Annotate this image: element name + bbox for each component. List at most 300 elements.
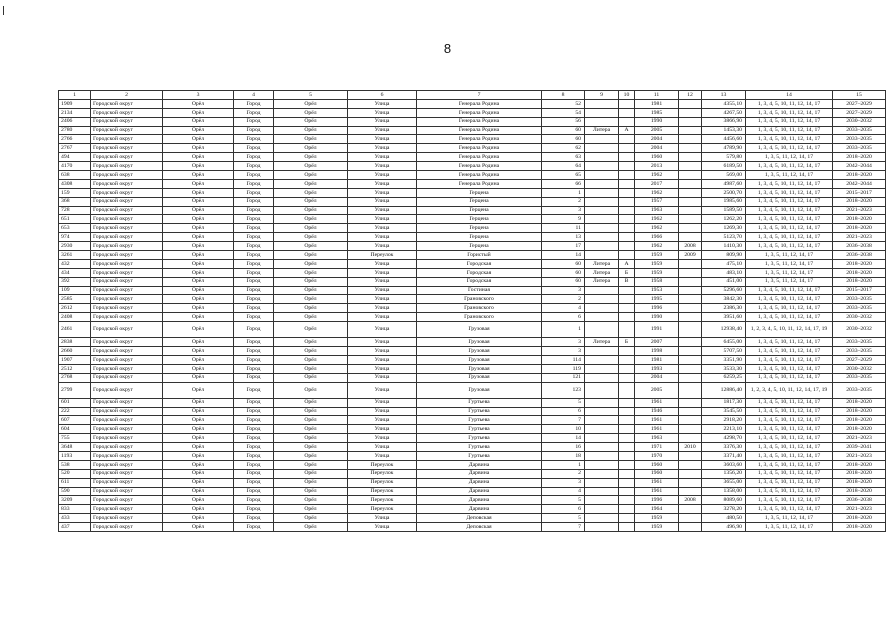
cell-col-7: Грузовая: [417, 338, 542, 347]
cell-col-9: [585, 197, 619, 206]
cell-col-1: 1909: [59, 99, 91, 108]
cell-col-7: Гористый: [417, 251, 542, 260]
cell-col-4: Город: [234, 197, 274, 206]
cell-col-15: 2021–2023: [833, 505, 886, 514]
cell-col-8: 14: [542, 434, 585, 443]
cell-col-7: Дарвина: [417, 478, 542, 487]
column-number-12: 12: [679, 91, 702, 100]
cell-col-8: 18: [542, 451, 585, 460]
cell-col-4: Город: [234, 206, 274, 215]
cell-col-14: 1, 3, 5, 11, 12, 14, 17: [746, 523, 833, 532]
table-row: [59, 443, 886, 452]
cell-col-2: Городской округ: [91, 251, 163, 260]
cell-col-7: Грузовая: [417, 373, 542, 382]
cell-col-1: 2838: [59, 338, 91, 347]
cell-col-10: [619, 347, 635, 356]
cell-col-2: Городской округ: [91, 505, 163, 514]
table-row: [59, 251, 886, 260]
cell-col-9: [585, 224, 619, 233]
cell-col-7: Дарвина: [417, 496, 542, 505]
cell-col-8: 17: [542, 242, 585, 251]
cell-col-4: Город: [234, 338, 274, 347]
cell-col-2: Городской округ: [91, 469, 163, 478]
cell-col-3: Орёл: [163, 398, 234, 407]
cell-col-9: [585, 460, 619, 469]
cell-col-13: 8089,60: [702, 496, 746, 505]
cell-col-1: 3209: [59, 496, 91, 505]
cell-col-12: [679, 224, 702, 233]
cell-col-8: 62: [542, 144, 585, 153]
cell-col-15: 2030–2032: [833, 322, 886, 338]
cell-col-11: 1960: [635, 460, 679, 469]
cell-col-11: 1959: [635, 251, 679, 260]
cell-col-9: [585, 188, 619, 197]
cell-col-6: Улица: [348, 188, 417, 197]
cell-col-4: Город: [234, 233, 274, 242]
cell-col-13: 3655,00: [702, 478, 746, 487]
cell-col-14: 1, 2, 3, 4, 5, 10, 11, 12, 14, 17, 19: [746, 322, 833, 338]
cell-col-12: 2009: [679, 251, 702, 260]
cell-col-9: [585, 469, 619, 478]
cell-col-2: Городской округ: [91, 197, 163, 206]
cell-col-12: 2008: [679, 242, 702, 251]
cell-col-5: Орёл: [274, 523, 348, 532]
cell-col-1: 2799: [59, 382, 91, 398]
cell-col-15: 2018–2020: [833, 460, 886, 469]
cell-col-5: Орёл: [274, 251, 348, 260]
cell-col-9: [585, 242, 619, 251]
cell-col-9: [585, 108, 619, 117]
cell-col-5: Орёл: [274, 443, 348, 452]
cell-col-5: Орёл: [274, 425, 348, 434]
cell-col-8: 6: [542, 313, 585, 322]
cell-col-4: Город: [234, 304, 274, 313]
cell-col-4: Город: [234, 496, 274, 505]
cell-col-15: 2033–2035: [833, 295, 886, 304]
cell-col-13: 4789,90: [702, 144, 746, 153]
cell-col-3: Орёл: [163, 162, 234, 171]
cell-col-15: 2018–2020: [833, 425, 886, 434]
cell-col-5: Орёл: [274, 338, 348, 347]
cell-col-1: 604: [59, 425, 91, 434]
cell-col-15: 2039–2041: [833, 443, 886, 452]
cell-col-4: Город: [234, 295, 274, 304]
cell-col-10: [619, 496, 635, 505]
table-row: [59, 425, 886, 434]
cell-col-8: 5: [542, 514, 585, 523]
cell-col-6: Улица: [348, 108, 417, 117]
cell-col-8: 6: [542, 505, 585, 514]
table-row: [59, 206, 886, 215]
table-row: [59, 179, 886, 188]
cell-col-12: [679, 407, 702, 416]
cell-col-3: Орёл: [163, 233, 234, 242]
cell-col-15: 2018–2020: [833, 197, 886, 206]
cell-col-8: 60: [542, 268, 585, 277]
column-number-15: 15: [833, 91, 886, 100]
cell-col-8: 2: [542, 197, 585, 206]
cell-col-14: 1, 3, 4, 5, 10, 11, 12, 14, 17: [746, 443, 833, 452]
cell-col-14: 1, 3, 4, 5, 10, 11, 12, 14, 17: [746, 355, 833, 364]
cell-col-3: Орёл: [163, 268, 234, 277]
cell-col-11: 1953: [635, 286, 679, 295]
cell-col-10: [619, 443, 635, 452]
cell-col-6: Улица: [348, 313, 417, 322]
cell-col-6: Улица: [348, 523, 417, 532]
cell-col-4: Город: [234, 416, 274, 425]
cell-col-5: Орёл: [274, 197, 348, 206]
cell-col-13: 475,10: [702, 259, 746, 268]
cell-col-13: 3545,50: [702, 407, 746, 416]
cell-col-8: 4: [542, 487, 585, 496]
cell-col-12: [679, 126, 702, 135]
cell-col-14: 1, 3, 4, 5, 10, 11, 12, 14, 17: [746, 99, 833, 108]
cell-col-1: 638: [59, 171, 91, 180]
cell-col-9: Литера: [585, 126, 619, 135]
cell-col-11: 1946: [635, 407, 679, 416]
cell-col-9: [585, 355, 619, 364]
cell-col-3: Орёл: [163, 469, 234, 478]
cell-col-3: Орёл: [163, 425, 234, 434]
cell-col-15: 2027–2029: [833, 108, 886, 117]
cell-col-3: Орёл: [163, 364, 234, 373]
cell-col-3: Орёл: [163, 313, 234, 322]
cell-col-13: 3351,90: [702, 355, 746, 364]
cell-col-4: Город: [234, 215, 274, 224]
cell-col-9: [585, 425, 619, 434]
cell-col-9: [585, 322, 619, 338]
cell-col-13: 579,80: [702, 153, 746, 162]
cell-col-1: 590: [59, 487, 91, 496]
table-row: [59, 514, 886, 523]
cell-col-7: Герцена: [417, 206, 542, 215]
cell-col-2: Городской округ: [91, 407, 163, 416]
cell-col-15: 2033–2035: [833, 382, 886, 398]
cell-col-12: [679, 373, 702, 382]
cell-col-3: Орёл: [163, 135, 234, 144]
cell-col-12: [679, 451, 702, 460]
cell-col-8: 3: [542, 286, 585, 295]
cell-col-1: 833: [59, 505, 91, 514]
cell-col-7: Генерала Родина: [417, 171, 542, 180]
cell-col-6: Улица: [348, 338, 417, 347]
cell-col-1: 2512: [59, 364, 91, 373]
cell-col-13: 3376,30: [702, 443, 746, 452]
cell-col-12: [679, 162, 702, 171]
table-row: [59, 487, 886, 496]
cell-col-14: 1, 3, 4, 5, 10, 11, 12, 14, 17: [746, 295, 833, 304]
cell-col-14: 1, 3, 4, 5, 10, 11, 12, 14, 17: [746, 215, 833, 224]
cell-col-3: Орёл: [163, 259, 234, 268]
cell-col-1: 2768: [59, 373, 91, 382]
cell-col-7: Дарвина: [417, 460, 542, 469]
cell-col-9: [585, 233, 619, 242]
cell-col-2: Городской округ: [91, 162, 163, 171]
cell-col-11: 1959: [635, 514, 679, 523]
cell-col-5: Орёл: [274, 514, 348, 523]
cell-col-5: Орёл: [274, 469, 348, 478]
table-row: [59, 295, 886, 304]
table-row: [59, 355, 886, 364]
cell-col-10: [619, 398, 635, 407]
cell-col-8: 6: [542, 407, 585, 416]
table-row: [59, 108, 886, 117]
cell-col-12: [679, 259, 702, 268]
cell-col-3: Орёл: [163, 277, 234, 286]
cell-col-12: [679, 135, 702, 144]
cell-col-10: [619, 171, 635, 180]
cell-col-11: 1966: [635, 233, 679, 242]
cell-col-4: Город: [234, 224, 274, 233]
cell-col-4: Город: [234, 171, 274, 180]
cell-col-14: 1, 3, 4, 5, 10, 11, 12, 14, 17: [746, 108, 833, 117]
cell-col-5: Орёл: [274, 416, 348, 425]
cell-col-2: Городской округ: [91, 108, 163, 117]
cell-col-8: 54: [542, 108, 585, 117]
cell-col-7: Генерала Родина: [417, 108, 542, 117]
cell-col-7: Гуртьева: [417, 434, 542, 443]
cell-col-15: 2033–2035: [833, 126, 886, 135]
cell-col-4: Город: [234, 460, 274, 469]
cell-col-2: Городской округ: [91, 322, 163, 338]
cell-col-2: Городской округ: [91, 416, 163, 425]
cell-col-8: 3: [542, 338, 585, 347]
cell-col-13: 12886,40: [702, 382, 746, 398]
cell-col-7: Генерала Родина: [417, 144, 542, 153]
cell-col-7: Гуртьева: [417, 425, 542, 434]
cell-col-5: Орёл: [274, 171, 348, 180]
cell-col-7: Гуртьева: [417, 407, 542, 416]
cell-col-8: 123: [542, 382, 585, 398]
cell-col-7: Дарвина: [417, 487, 542, 496]
cell-col-12: [679, 117, 702, 126]
cell-col-1: 2461: [59, 322, 91, 338]
cell-col-15: 2042–2044: [833, 162, 886, 171]
cell-col-15: 2018–2020: [833, 407, 886, 416]
cell-col-8: 3: [542, 206, 585, 215]
cell-col-5: Орёл: [274, 487, 348, 496]
cell-col-5: Орёл: [274, 451, 348, 460]
cell-col-7: Генерала Родина: [417, 153, 542, 162]
cell-col-9: [585, 382, 619, 398]
cell-col-9: [585, 313, 619, 322]
cell-col-11: 1963: [635, 434, 679, 443]
cell-col-10: [619, 487, 635, 496]
cell-col-8: 9: [542, 215, 585, 224]
cell-col-4: Город: [234, 144, 274, 153]
cell-col-1: 2930: [59, 242, 91, 251]
cell-col-13: 3603,60: [702, 460, 746, 469]
cell-col-13: 1985,60: [702, 197, 746, 206]
cell-col-10: [619, 425, 635, 434]
table-row: [59, 382, 886, 398]
cell-col-10: [619, 286, 635, 295]
cell-col-5: Орёл: [274, 215, 348, 224]
cell-col-15: 2018–2020: [833, 171, 886, 180]
column-number-9: 9: [585, 91, 619, 100]
cell-col-11: 1991: [635, 322, 679, 338]
cell-col-1: 3648: [59, 443, 91, 452]
cell-col-2: Городской округ: [91, 286, 163, 295]
cell-col-10: [619, 295, 635, 304]
cell-col-6: Улица: [348, 224, 417, 233]
cell-col-14: 1, 3, 4, 5, 10, 11, 12, 14, 17: [746, 117, 833, 126]
cell-col-12: [679, 434, 702, 443]
table-row: [59, 144, 886, 153]
cell-col-9: [585, 304, 619, 313]
cell-col-5: Орёл: [274, 224, 348, 233]
cell-col-3: Орёл: [163, 347, 234, 356]
cell-col-11: 1998: [635, 347, 679, 356]
cell-col-4: Город: [234, 126, 274, 135]
cell-col-6: Улица: [348, 179, 417, 188]
cell-col-1: 432: [59, 259, 91, 268]
cell-col-11: 2005: [635, 382, 679, 398]
cell-col-9: [585, 523, 619, 532]
cell-col-15: 2018–2020: [833, 215, 886, 224]
cell-col-13: 12938,40: [702, 322, 746, 338]
cell-col-3: Орёл: [163, 416, 234, 425]
cell-col-14: 1, 3, 4, 5, 10, 11, 12, 14, 17: [746, 425, 833, 434]
cell-col-9: [585, 153, 619, 162]
cell-col-6: Переулок: [348, 460, 417, 469]
table-row: [59, 313, 886, 322]
cell-col-13: 5296,60: [702, 286, 746, 295]
cell-col-8: 16: [542, 443, 585, 452]
cell-col-7: Генерала Родина: [417, 117, 542, 126]
cell-col-2: Городской округ: [91, 117, 163, 126]
cell-col-2: Городской округ: [91, 295, 163, 304]
cell-col-3: Орёл: [163, 108, 234, 117]
cell-col-13: 3866,90: [702, 117, 746, 126]
cell-col-13: 6259,25: [702, 373, 746, 382]
cell-col-15: 2018–2020: [833, 268, 886, 277]
cell-col-5: Орёл: [274, 206, 348, 215]
table-row: [59, 460, 886, 469]
cell-col-15: 2036–2038: [833, 251, 886, 260]
cell-col-13: 569,00: [702, 171, 746, 180]
table-row: [59, 416, 886, 425]
cell-col-2: Городской округ: [91, 224, 163, 233]
cell-col-12: [679, 188, 702, 197]
cell-col-10: [619, 469, 635, 478]
cell-col-3: Орёл: [163, 478, 234, 487]
cell-col-14: 1, 3, 4, 5, 10, 11, 12, 14, 17: [746, 197, 833, 206]
cell-col-1: 2134: [59, 108, 91, 117]
cell-col-4: Город: [234, 153, 274, 162]
cell-col-6: Улица: [348, 514, 417, 523]
cell-col-11: 1971: [635, 443, 679, 452]
cell-col-14: 1, 3, 4, 5, 10, 11, 12, 14, 17: [746, 434, 833, 443]
cell-col-1: 109: [59, 286, 91, 295]
cell-col-14: 1, 3, 5, 11, 12, 14, 17: [746, 153, 833, 162]
cell-col-12: 2010: [679, 443, 702, 452]
cell-col-1: 368: [59, 197, 91, 206]
cell-col-11: 1963: [635, 206, 679, 215]
cell-col-13: 1358,00: [702, 487, 746, 496]
cell-col-11: 1959: [635, 523, 679, 532]
cell-col-15: 2018–2020: [833, 514, 886, 523]
cell-col-10: [619, 251, 635, 260]
table-row: [59, 197, 886, 206]
cell-col-13: 4987,60: [702, 179, 746, 188]
cell-col-14: 1, 3, 4, 5, 10, 11, 12, 14, 17: [746, 478, 833, 487]
cell-col-6: Улица: [348, 416, 417, 425]
cell-col-10: [619, 99, 635, 108]
cell-col-15: 2018–2020: [833, 259, 886, 268]
cell-col-1: 755: [59, 434, 91, 443]
cell-col-13: 3371,40: [702, 451, 746, 460]
cell-col-11: 1960: [635, 153, 679, 162]
cell-col-13: 2213,10: [702, 425, 746, 434]
cell-col-11: 1962: [635, 224, 679, 233]
cell-col-4: Город: [234, 407, 274, 416]
cell-col-10: [619, 322, 635, 338]
cell-col-2: Городской округ: [91, 398, 163, 407]
cell-col-3: Орёл: [163, 224, 234, 233]
cell-col-9: [585, 443, 619, 452]
cell-col-4: Город: [234, 347, 274, 356]
cell-col-2: Городской округ: [91, 179, 163, 188]
cell-col-2: Городской округ: [91, 355, 163, 364]
cell-col-4: Город: [234, 135, 274, 144]
table-row: [59, 407, 886, 416]
cell-col-15: 2021–2023: [833, 451, 886, 460]
cell-col-6: Переулок: [348, 505, 417, 514]
cell-col-5: Орёл: [274, 398, 348, 407]
cell-col-7: Генерала Родина: [417, 99, 542, 108]
cell-col-14: 1, 3, 4, 5, 10, 11, 12, 14, 17: [746, 347, 833, 356]
cell-col-7: Генерала Родина: [417, 126, 542, 135]
cell-col-10: [619, 364, 635, 373]
cell-col-7: Грановского: [417, 295, 542, 304]
cell-col-9: [585, 117, 619, 126]
cell-col-9: [585, 251, 619, 260]
cell-col-8: 11: [542, 224, 585, 233]
cell-col-12: [679, 233, 702, 242]
cell-col-7: Герцена: [417, 242, 542, 251]
cell-col-12: [679, 364, 702, 373]
cell-col-3: Орёл: [163, 206, 234, 215]
cell-col-3: Орёл: [163, 382, 234, 398]
cell-col-5: Орёл: [274, 153, 348, 162]
cell-col-3: Орёл: [163, 407, 234, 416]
cell-col-12: [679, 469, 702, 478]
cell-col-2: Городской округ: [91, 451, 163, 460]
cell-col-5: Орёл: [274, 364, 348, 373]
column-number-11: 11: [635, 91, 679, 100]
cell-col-5: Орёл: [274, 434, 348, 443]
cell-col-8: 2: [542, 295, 585, 304]
cell-col-9: [585, 144, 619, 153]
cell-col-11: 1961: [635, 478, 679, 487]
cell-col-3: Орёл: [163, 295, 234, 304]
cell-col-2: Городской округ: [91, 153, 163, 162]
table-row: [59, 505, 886, 514]
cell-col-13: 4355,10: [702, 99, 746, 108]
cell-col-15: 2030–2032: [833, 364, 886, 373]
cell-col-7: Грузовая: [417, 347, 542, 356]
page-number: 8: [443, 41, 452, 56]
cell-col-15: 2018–2020: [833, 523, 886, 532]
cell-col-2: Городской округ: [91, 382, 163, 398]
table-row: [59, 135, 886, 144]
cell-col-12: [679, 153, 702, 162]
cell-col-9: [585, 162, 619, 171]
table-row: [59, 373, 886, 382]
cell-col-12: [679, 347, 702, 356]
cell-col-1: 611: [59, 478, 91, 487]
